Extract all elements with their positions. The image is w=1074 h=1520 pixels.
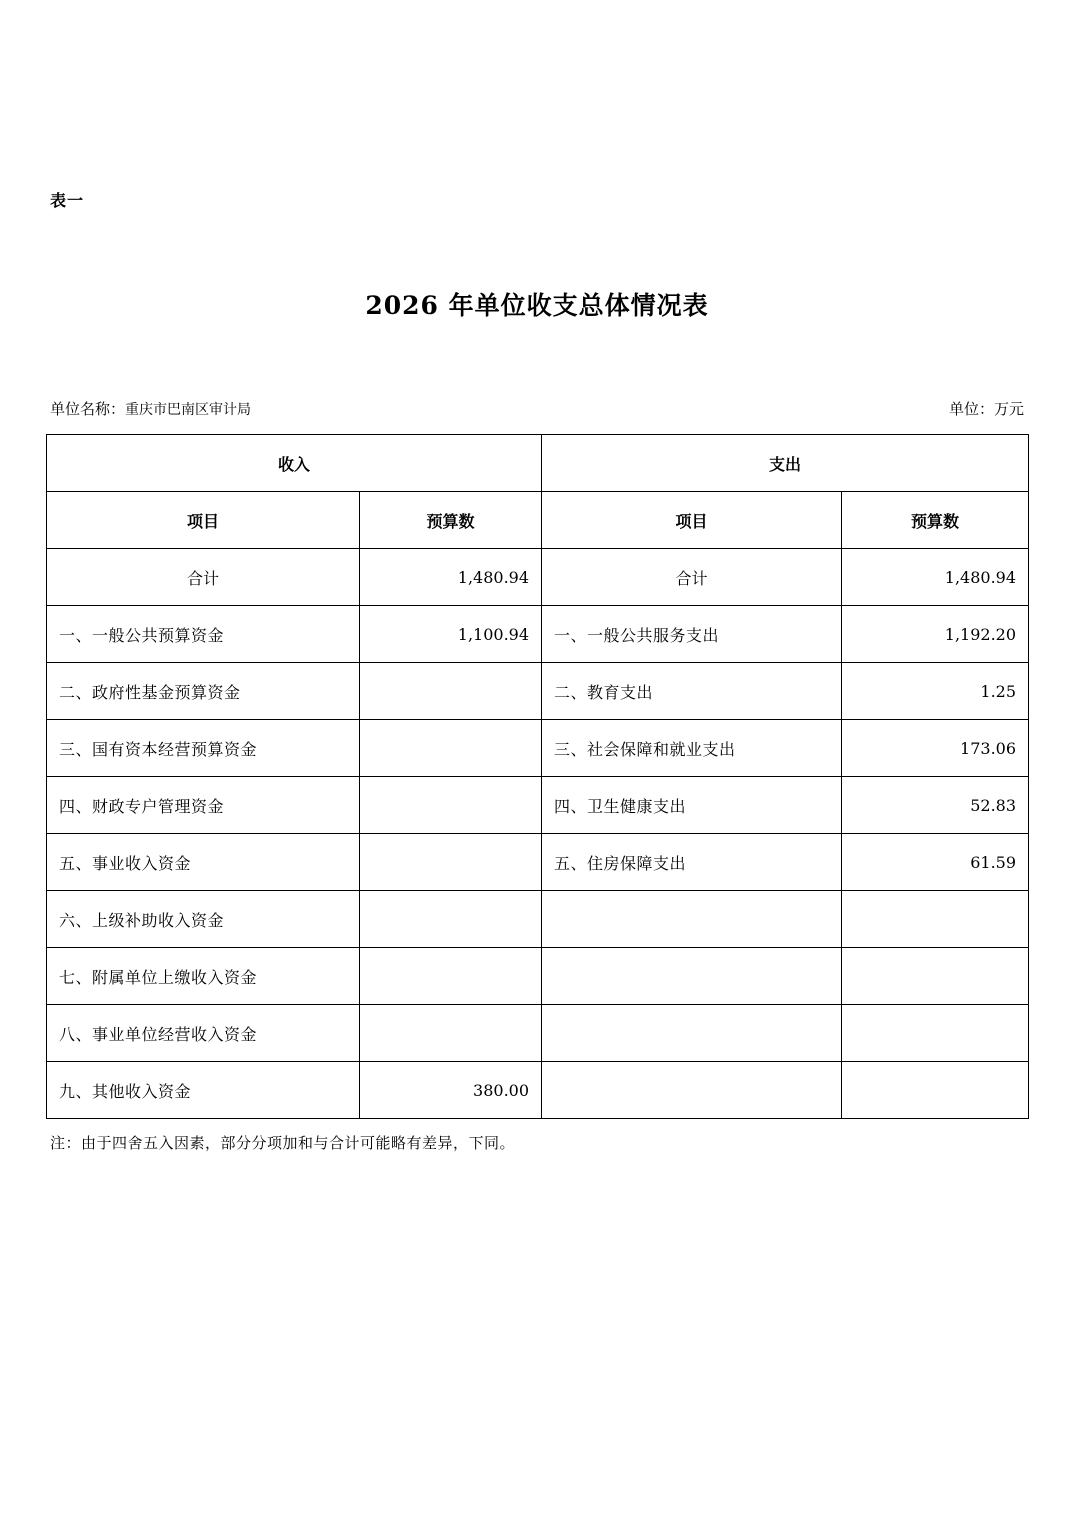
expense-item-value: 52.83 (842, 777, 1029, 834)
income-item-label: 四、财政专户管理资金 (47, 777, 360, 834)
income-item-label: 七、附属单位上缴收入资金 (47, 948, 360, 1005)
expense-item-label: 五、住房保障支出 (542, 834, 842, 891)
table-row (47, 948, 1029, 1005)
expense-item-label (542, 1005, 842, 1062)
column-header-expense-item: 项目 (542, 492, 842, 549)
income-item-label: 二、政府性基金预算资金 (47, 663, 360, 720)
income-item-value (360, 948, 542, 1005)
column-header-income-budget: 预算数 (360, 492, 542, 549)
expense-item-label: 四、卫生健康支出 (542, 777, 842, 834)
expense-item-label: 三、社会保障和就业支出 (542, 720, 842, 777)
expense-item-label (542, 1062, 842, 1119)
income-item-value (360, 720, 542, 777)
budget-table (46, 434, 1029, 1119)
group-header-income: 收入 (47, 435, 542, 492)
expense-item-label: 二、教育支出 (542, 663, 842, 720)
expense-item-label: 一、一般公共服务支出 (542, 606, 842, 663)
total-expense-value: 1,480.94 (842, 549, 1029, 606)
table-row (47, 606, 1029, 663)
table-row (47, 834, 1029, 891)
income-item-label: 一、一般公共预算资金 (47, 606, 360, 663)
amount-unit: 单位：万元 (948, 400, 1024, 418)
total-income-label: 合计 (47, 549, 360, 606)
expense-item-value: 61.59 (842, 834, 1029, 891)
table-row-total (47, 549, 1029, 606)
table-row (47, 1005, 1029, 1062)
expense-item-label (542, 948, 842, 1005)
table-row-column-header (47, 492, 1029, 549)
income-item-value (360, 1005, 542, 1062)
expense-item-value (842, 891, 1029, 948)
income-item-value: 380.00 (360, 1062, 542, 1119)
expense-item-label (542, 891, 842, 948)
column-header-expense-budget: 预算数 (842, 492, 1029, 549)
income-item-label: 九、其他收入资金 (47, 1062, 360, 1119)
income-item-value (360, 663, 542, 720)
expense-item-value: 1.25 (842, 663, 1029, 720)
table-row (47, 1062, 1029, 1119)
expense-item-value (842, 948, 1029, 1005)
table-row (47, 777, 1029, 834)
table-row (47, 720, 1029, 777)
income-item-label: 八、事业单位经营收入资金 (47, 1005, 360, 1062)
income-item-label: 五、事业收入资金 (47, 834, 360, 891)
table-note: 注：由于四舍五入因素，部分分项加和与合计可能略有差异，下同。 (50, 1134, 516, 1152)
income-item-value (360, 834, 542, 891)
column-header-income-item: 项目 (47, 492, 360, 549)
table-row (47, 663, 1029, 720)
total-expense-label: 合计 (542, 549, 842, 606)
expense-item-value: 173.06 (842, 720, 1029, 777)
total-income-value: 1,480.94 (360, 549, 542, 606)
sheet-label: 表一 (50, 191, 85, 210)
income-item-value: 1,100.94 (360, 606, 542, 663)
table-row (47, 891, 1029, 948)
group-header-expense: 支出 (542, 435, 1029, 492)
expense-item-value (842, 1062, 1029, 1119)
unit-name (50, 398, 251, 419)
unit-name-value: 重庆市巴南区审计局 (125, 402, 252, 418)
income-item-label: 六、上级补助收入资金 (47, 891, 360, 948)
expense-item-value: 1,192.20 (842, 606, 1029, 663)
expense-item-value (842, 1005, 1029, 1062)
unit-name-label: 单位名称： (50, 400, 126, 418)
table-row-group-header (47, 435, 1029, 492)
table-meta-row (50, 398, 1024, 420)
income-item-value (360, 777, 542, 834)
income-item-value (360, 891, 542, 948)
income-item-label: 三、国有资本经营预算资金 (47, 720, 360, 777)
page-title: 2026 年单位收支总体情况表 (365, 291, 709, 320)
